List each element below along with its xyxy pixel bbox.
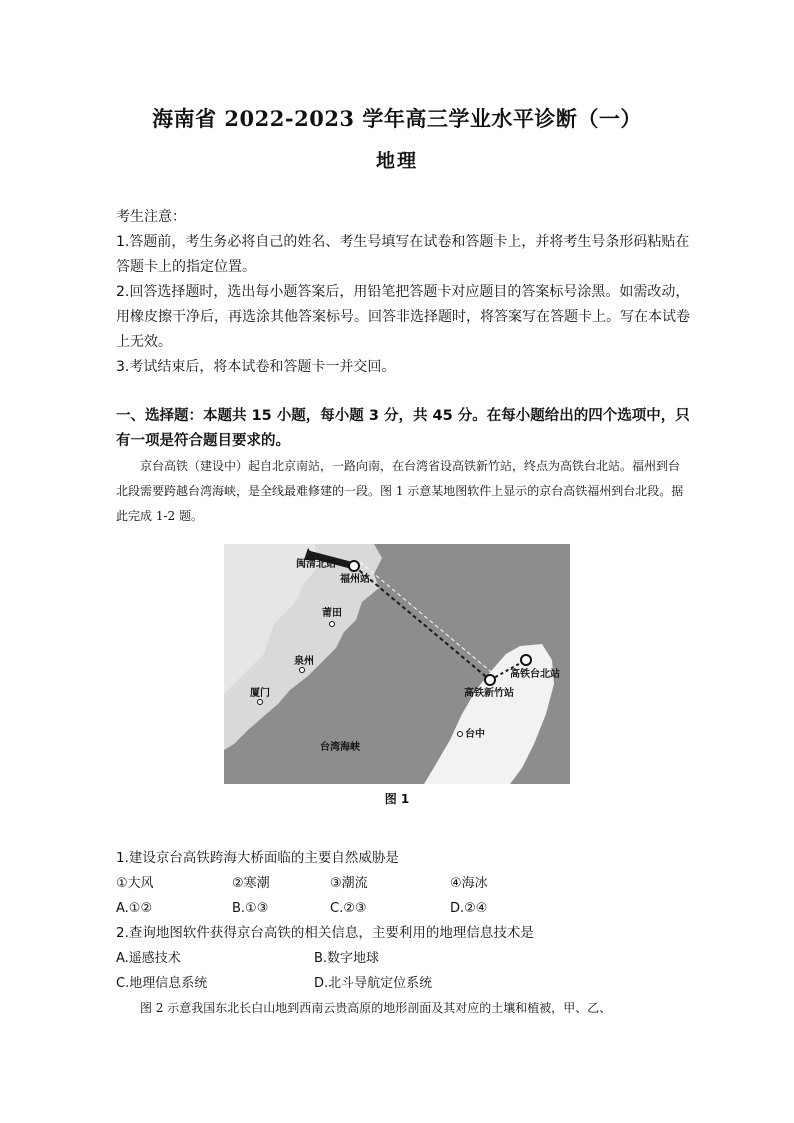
q1-item: ④海冰	[450, 876, 488, 891]
passage-2-text: 图 2 示意我国东北长白山地到西南云贵高原的地形剖面及其对应的土壤和植被，甲、乙、	[140, 1001, 612, 1015]
label-strait: 台湾海峡	[320, 742, 360, 753]
xiamen-dot-icon	[258, 700, 263, 705]
xinzhu-station-icon	[485, 675, 495, 685]
q2-option-c: C.地理信息系统	[116, 976, 208, 991]
question-2-options-row2	[116, 971, 696, 996]
q1-item: ③潮流	[330, 876, 368, 891]
label-xinzhu: 高铁新竹站	[464, 688, 514, 699]
section-heading	[116, 404, 691, 454]
q1-item: ②寒潮	[232, 876, 270, 891]
label-taibei: 高铁台北站	[510, 669, 560, 680]
label-minqing: 闽清北站	[296, 559, 336, 570]
passage-2	[116, 996, 691, 1021]
label-taizhong: 台中	[465, 729, 485, 740]
figure-caption: 图 1	[384, 792, 410, 806]
taizhong-dot-icon	[458, 732, 463, 737]
q1-item: ①大风	[116, 876, 154, 891]
putian-dot-icon	[330, 622, 335, 627]
question-1-stem: 1.建设京台高铁跨海大桥面临的主要自然威胁是	[116, 850, 399, 866]
notice-item: 2.回答选择题时，选出每小题答案后，用铅笔把答题卡对应题目的答案标号涂黑。如需改动，用橡皮擦干净后，再选涂其他答案标号。回答非选择题时，将答案写在答题卡上。写在本试卷上无效。	[116, 284, 690, 350]
passage-1	[116, 454, 691, 529]
label-putian: 莆田	[322, 608, 342, 619]
map-graphic	[224, 544, 570, 784]
notice-block	[116, 205, 691, 380]
figure-1-map	[224, 544, 570, 784]
quanzhou-dot-icon	[300, 668, 305, 673]
taibei-station-icon	[521, 655, 531, 665]
fuzhou-station-icon	[349, 561, 359, 571]
q1-option-d: D.②④	[450, 901, 488, 916]
subject-title: 地理	[375, 150, 418, 172]
passage-1-text: 京台高铁（建设中）起自北京南站，一路向南，在台湾省设高铁新竹站，终点为高铁台北站。福州到台北段需要跨越台湾海峡，是全线最难修建的一段。图 1 示意某地图软件上显示的京台高铁福州到台北段。据此完成 1-2 题。	[116, 459, 684, 523]
label-quanzhou: 泉州	[294, 656, 314, 667]
notice-item: 1.答题前，考生务必将自己的姓名、考生号填写在试卷和答题卡上，并将考生号条形码粘贴在答题卡上的指定位置。	[116, 234, 690, 275]
label-fuzhou: 福州站	[340, 574, 370, 585]
notice-item: 3.考试结束后，将本试卷和答题卡一并交回。	[116, 359, 396, 375]
q1-option-c: C.②③	[330, 901, 367, 916]
section-heading-text: 一、选择题：本题共 15 小题，每小题 3 分，共 45 分。在每小题给出的四个选项中，只有一项是符合题目要求的。	[116, 408, 690, 449]
label-xiamen: 厦门	[250, 688, 270, 699]
q1-option-a: A.①②	[116, 901, 153, 916]
notice-heading: 考生注意：	[116, 209, 186, 225]
question-2-stem: 2.查询地图软件获得京台高铁的相关信息，主要利用的地理信息技术是	[116, 925, 534, 941]
exam-title: 海南省 2022-2023 学年高三学业水平诊断（一）	[152, 106, 642, 131]
q1-option-b: B.①③	[232, 901, 269, 916]
question-2-options-row1	[116, 946, 696, 971]
q2-option-a: A.遥感技术	[116, 951, 181, 966]
question-1-items	[116, 871, 696, 896]
question-1-options	[116, 896, 696, 921]
q2-option-b: B.数字地球	[314, 951, 380, 966]
q2-option-d: D.北斗导航定位系统	[314, 976, 433, 991]
